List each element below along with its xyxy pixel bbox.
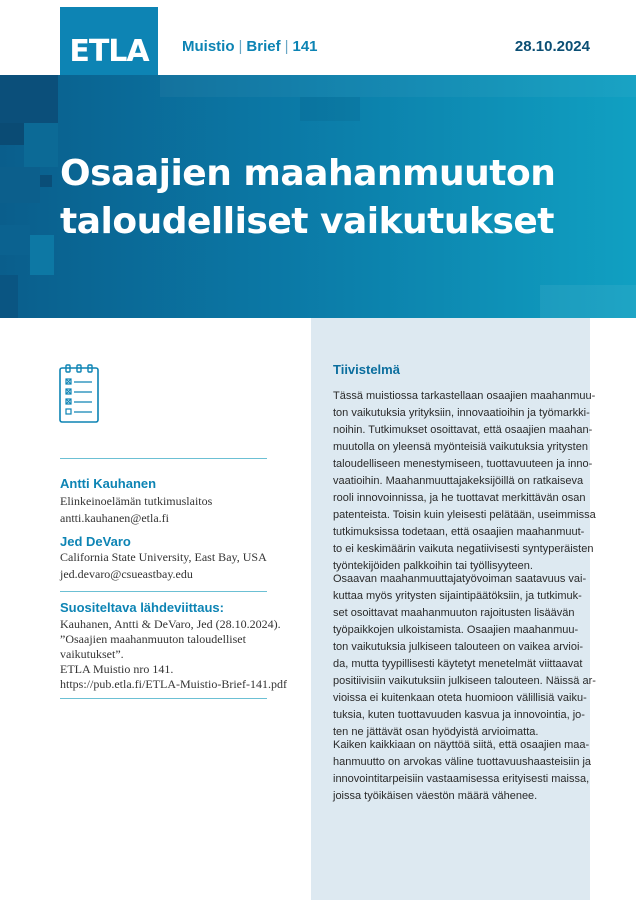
text-line: vaatioihin. Maahanmuuttajakeksijöillä on ratkaiseva <box>333 475 584 487</box>
text-line: työntekijöiden palkkoihin tai työllisyyteen. <box>333 560 533 572</box>
publication-date: 28.10.2024 <box>514 38 590 55</box>
series-label <box>182 38 318 55</box>
text-line: taloudelliseen menestymiseen, tuottavuuteen ja inno- <box>333 458 593 470</box>
logo-text: ETLA <box>69 34 149 69</box>
author-affiliation: California State University, East Bay, USA <box>60 550 267 564</box>
citation-line: Kauhanen, Antti & DeVaro, Jed (28.10.2024). <box>60 617 281 631</box>
summary-paragraph <box>333 737 592 805</box>
divider <box>60 458 267 459</box>
text-line: ton vaikutuksia yrityksiin, innovaatioihin ja työmarkki- <box>333 407 590 419</box>
decor-square <box>0 123 24 145</box>
series-name: Muistio <box>182 38 235 55</box>
page-title <box>60 150 580 246</box>
decor-square <box>0 75 58 123</box>
summary-paragraph <box>333 571 596 741</box>
clipboard-checklist-icon <box>58 362 100 424</box>
summary-heading: Tiivistelmä <box>333 362 400 377</box>
text-line: ten ne jättävät osan hyödyistä arvioimatta. <box>333 726 539 738</box>
text-line: ton vaikutuksia julkiseen talouteen on vaikea arvioi- <box>333 641 584 653</box>
author-email[interactable]: jed.devaro@csueastbay.edu <box>60 567 193 581</box>
citation-url[interactable]: https://pub.etla.fi/ETLA-Muistio-Brief-141.pdf <box>60 677 287 691</box>
text-line: kuttaa myös yritysten sijaintipäätöksiin, ja tutkimuk- <box>333 590 582 602</box>
separator: | <box>238 38 243 55</box>
decor-square <box>40 175 52 187</box>
title-line: taloudelliset vaikutukset <box>60 201 554 242</box>
author-email[interactable]: antti.kauhanen@etla.fi <box>60 511 170 525</box>
text-line: innovointitarpeisiin vastaamisessa erityisesti maissa, <box>333 773 590 785</box>
citation-text <box>60 617 287 692</box>
text-line: muutolla on yleensä myönteisiä vaikutuksia yritysten <box>333 441 588 453</box>
text-line: set osoittavat maahanmuuton rajoitusten lisäävän <box>333 607 575 619</box>
title-line: Osaajien maahanmuuton <box>60 153 556 194</box>
text-line: to ei keskimäärin vaikuta negatiivisesti syntyperäisten <box>333 543 594 555</box>
citation-line: ”Osaajien maahanmuuton taloudelliset <box>60 632 246 646</box>
text-line: Kaiken kaikkiaan on näyttöä siitä, että osaajien maa- <box>333 739 590 751</box>
decor-square <box>160 75 636 97</box>
text-line: rooli innovoinnissa, ja he tuottavat merkittävän osan <box>333 492 586 504</box>
text-line: tuksia, kuten tuottavuuden kasvua ja innovointia, jo- <box>333 709 585 721</box>
text-line: työpaikkojen ulkoistamista. Osaajien maahanmuu- <box>333 624 579 636</box>
series-name-en: Brief <box>246 38 281 55</box>
text-line: Osaavan maahanmuuttajatyövoiman saatavuus vai- <box>333 573 587 585</box>
summary-paragraph <box>333 388 596 575</box>
decor-square <box>0 167 40 203</box>
decor-square <box>0 225 30 255</box>
text-line: positiivisiin vaikutuksiin julkiseen talouteen. Näissä ar- <box>333 675 596 687</box>
text-line: hanmuutto on arvokas väline tuottavuushaasteisiin ja <box>333 756 592 768</box>
series-number: 141 <box>292 38 318 55</box>
decor-square <box>30 235 54 275</box>
citation-line: vaikutukset”. <box>60 647 124 661</box>
separator: | <box>284 38 289 55</box>
author-name: Jed DeVaro <box>60 534 131 549</box>
text-line: joissa työikäisen väestön määrä vähenee. <box>333 790 538 802</box>
etla-logo <box>60 7 158 75</box>
citation-heading: Suositeltava lähdeviittaus: <box>60 600 224 615</box>
text-line: patenteista. Toisin kuin yleisesti pelätään, useimmissa <box>333 509 596 521</box>
divider <box>60 591 267 592</box>
text-line: noihin. Tutkimukset osoittavat, että osaajien maahan- <box>333 424 593 436</box>
text-line: da, mutta tyypillisesti käytetyt menetelmät viittaavat <box>333 658 583 670</box>
divider <box>60 698 267 699</box>
author-name: Antti Kauhanen <box>60 476 157 491</box>
decor-square <box>24 123 58 167</box>
decor-square <box>300 97 360 121</box>
author-affiliation: Elinkeinoelämän tutkimuslaitos <box>60 494 213 508</box>
text-line: Tässä muistiossa tarkastellaan osaajien maahanmuu- <box>333 390 596 402</box>
text-line: tutkimuksissa todetaan, että osaajien maahanmuut- <box>333 526 585 538</box>
text-line: vioissa ei kuitenkaan oteta huomioon välillisiä vaiku- <box>333 692 587 704</box>
citation-line: ETLA Muistio nro 141. <box>60 662 174 676</box>
decor-square <box>540 285 636 318</box>
decor-square <box>0 275 18 318</box>
